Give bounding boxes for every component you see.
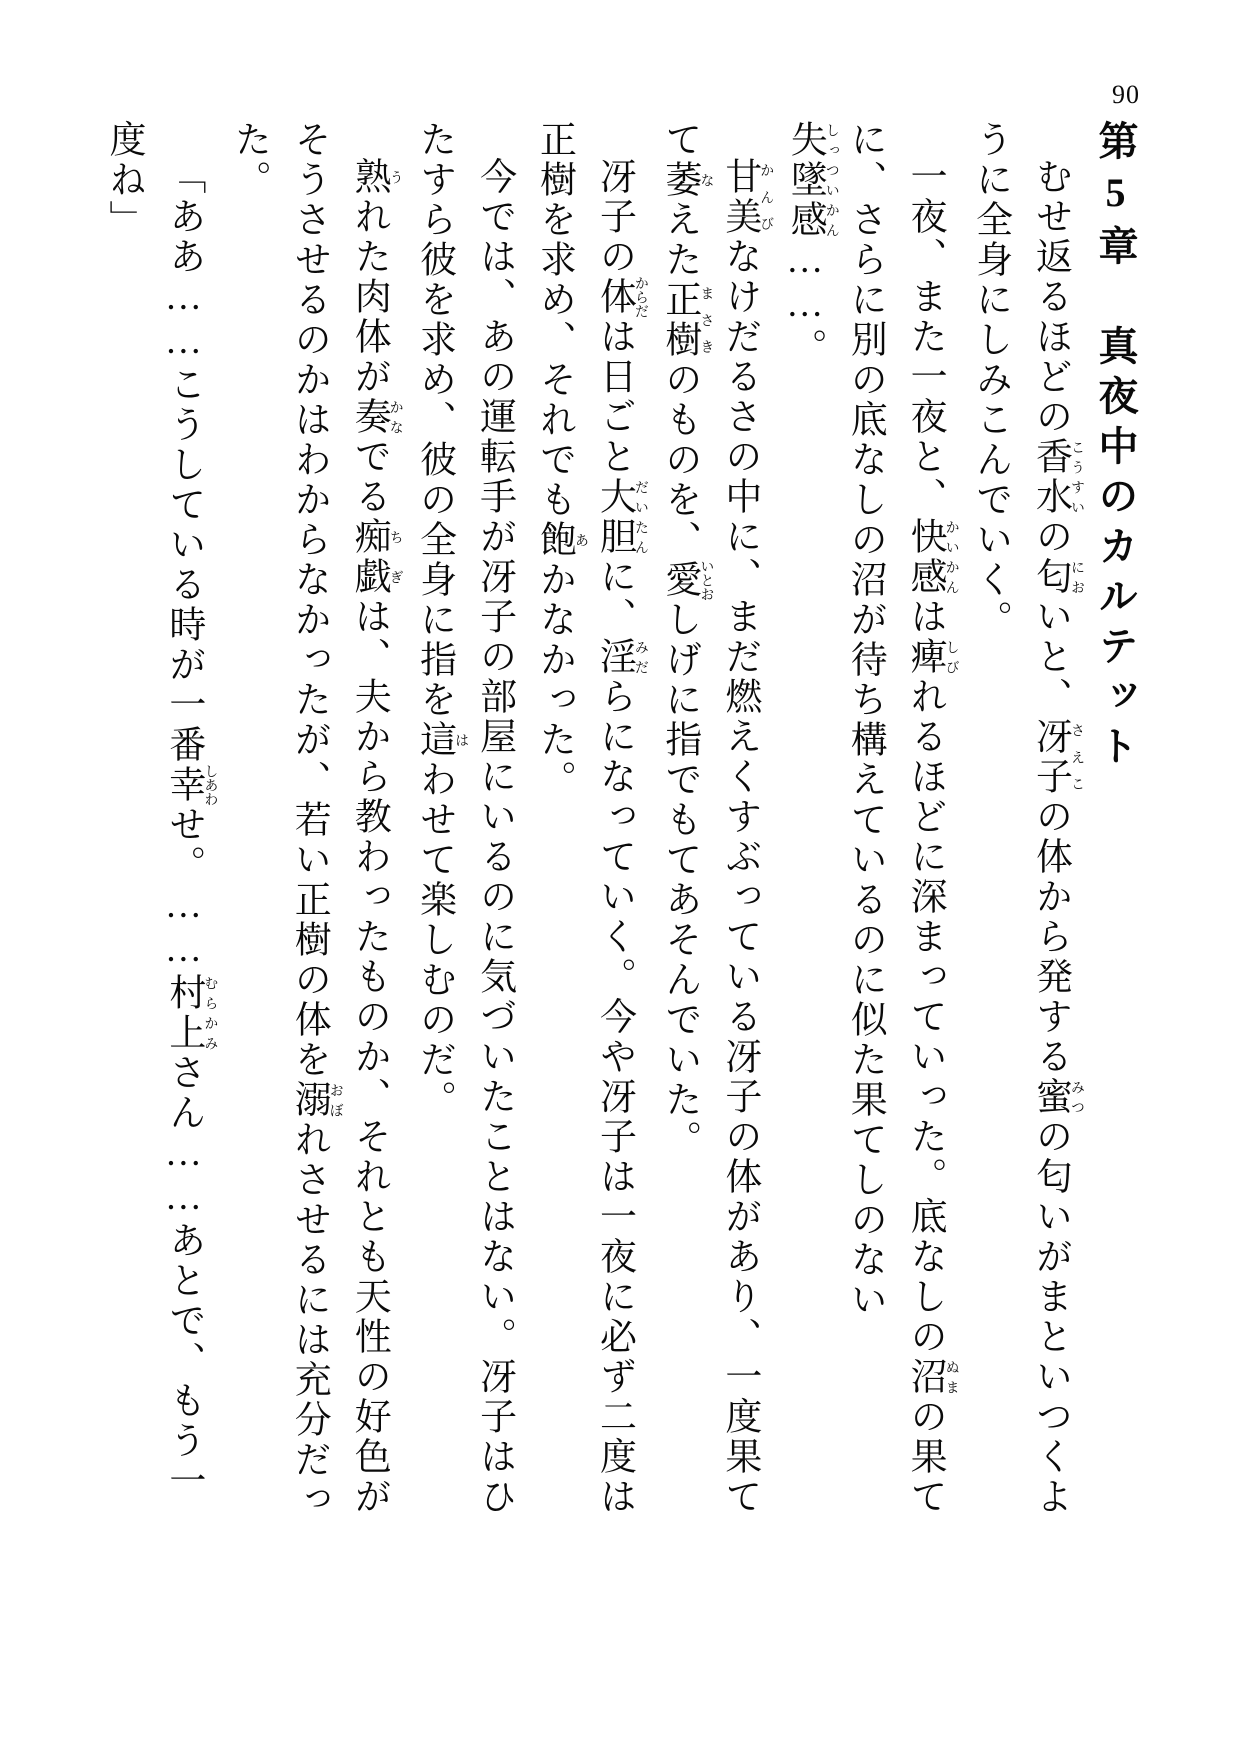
ruby-text: 冴子さえこ	[1029, 717, 1085, 797]
ruby-text: 失墜感しっついかん	[784, 120, 840, 240]
ruby-text: 匂にお	[1029, 557, 1085, 597]
ruby-text: 痺しび	[904, 637, 960, 677]
paragraph: 今では、あの運転手が冴子の部屋にいるのに気づいたことはない。冴子はひたすら彼を求め、彼の全身に指を這はわせて楽しむのだ。	[413, 120, 515, 1517]
ruby-text: 快感かいかん	[904, 517, 960, 597]
ruby-text: むせ返るほどの	[1029, 157, 1071, 437]
ruby-text: 幸しあわ	[162, 763, 219, 807]
ruby-text: 村上むらかみ	[162, 973, 219, 1053]
paragraph: 熟うれた肉体が奏かなでる痴戯ちぎは、夫から教わったものか、それとも天性の好色がそうさせるのかはわからなかったが、若い正樹の体を溺おぼれさせるには充分だった。	[228, 120, 404, 1520]
ruby-text: 熟う	[348, 157, 404, 197]
ruby-text: 溺おぼ	[288, 1080, 344, 1120]
paragraph: むせ返るほどの香水こうすいの匂においと、冴子さえこの体から発する蜜みつの匂いがまといつくように全身にしみこんでいく。	[969, 120, 1085, 1517]
ruby-text: 痴戯ちぎ	[348, 517, 404, 597]
ruby-text: 甘美かんび	[718, 157, 775, 237]
ruby-text: 沼ぬま	[904, 1357, 960, 1397]
ruby-text: 大胆だいたん	[593, 477, 649, 557]
chapter-title: 第5章 真夜中のカルテット	[1093, 120, 1138, 775]
paragraph: 冴子の体からだは日ごと大胆だいたんに、淫みだらになっていく。今や冴子は一夜に必ず二度は正樹を求め、それでも飽あかなかった。	[533, 120, 649, 1517]
ruby-text: 萎な	[658, 160, 715, 200]
ruby-text: 体からだ	[593, 275, 649, 319]
page-number: 90	[1112, 80, 1140, 109]
ruby-text: 這は	[413, 720, 470, 760]
vertical-text-body	[102, 120, 1145, 1520]
paragraph: 「ああ……こうしている時が一番幸しあわせ。……村上むらかみさん……あとで、もう一度ね」	[102, 120, 219, 1501]
ruby-text: 飽あ	[533, 520, 589, 560]
ruby-text: 蜜みつ	[1029, 1077, 1085, 1117]
ruby-text: 淫みだ	[593, 637, 649, 677]
paragraph: 一夜、また一夜と、快感かいかんは痺しびれるほどに深まっていった。底なしの沼ぬまの果てに、さらに別の底なしの沼が待ち構えているのに似た果てしのない失墜感しっついかん……。	[784, 120, 960, 1517]
ruby-text: 奏かな	[348, 397, 404, 437]
ruby-text: 愛いとお	[658, 558, 715, 602]
ruby-text: 正樹まさき	[658, 280, 715, 360]
paragraph: 甘美かんびなけだるさの中に、まだ燃えくすぶっている冴子の体があり、一度果てて萎なえた正樹まさきのものを、愛いとおしげに指でもてあそんでいた。	[658, 120, 775, 1517]
ruby-text: 香水こうすい	[1029, 437, 1085, 517]
